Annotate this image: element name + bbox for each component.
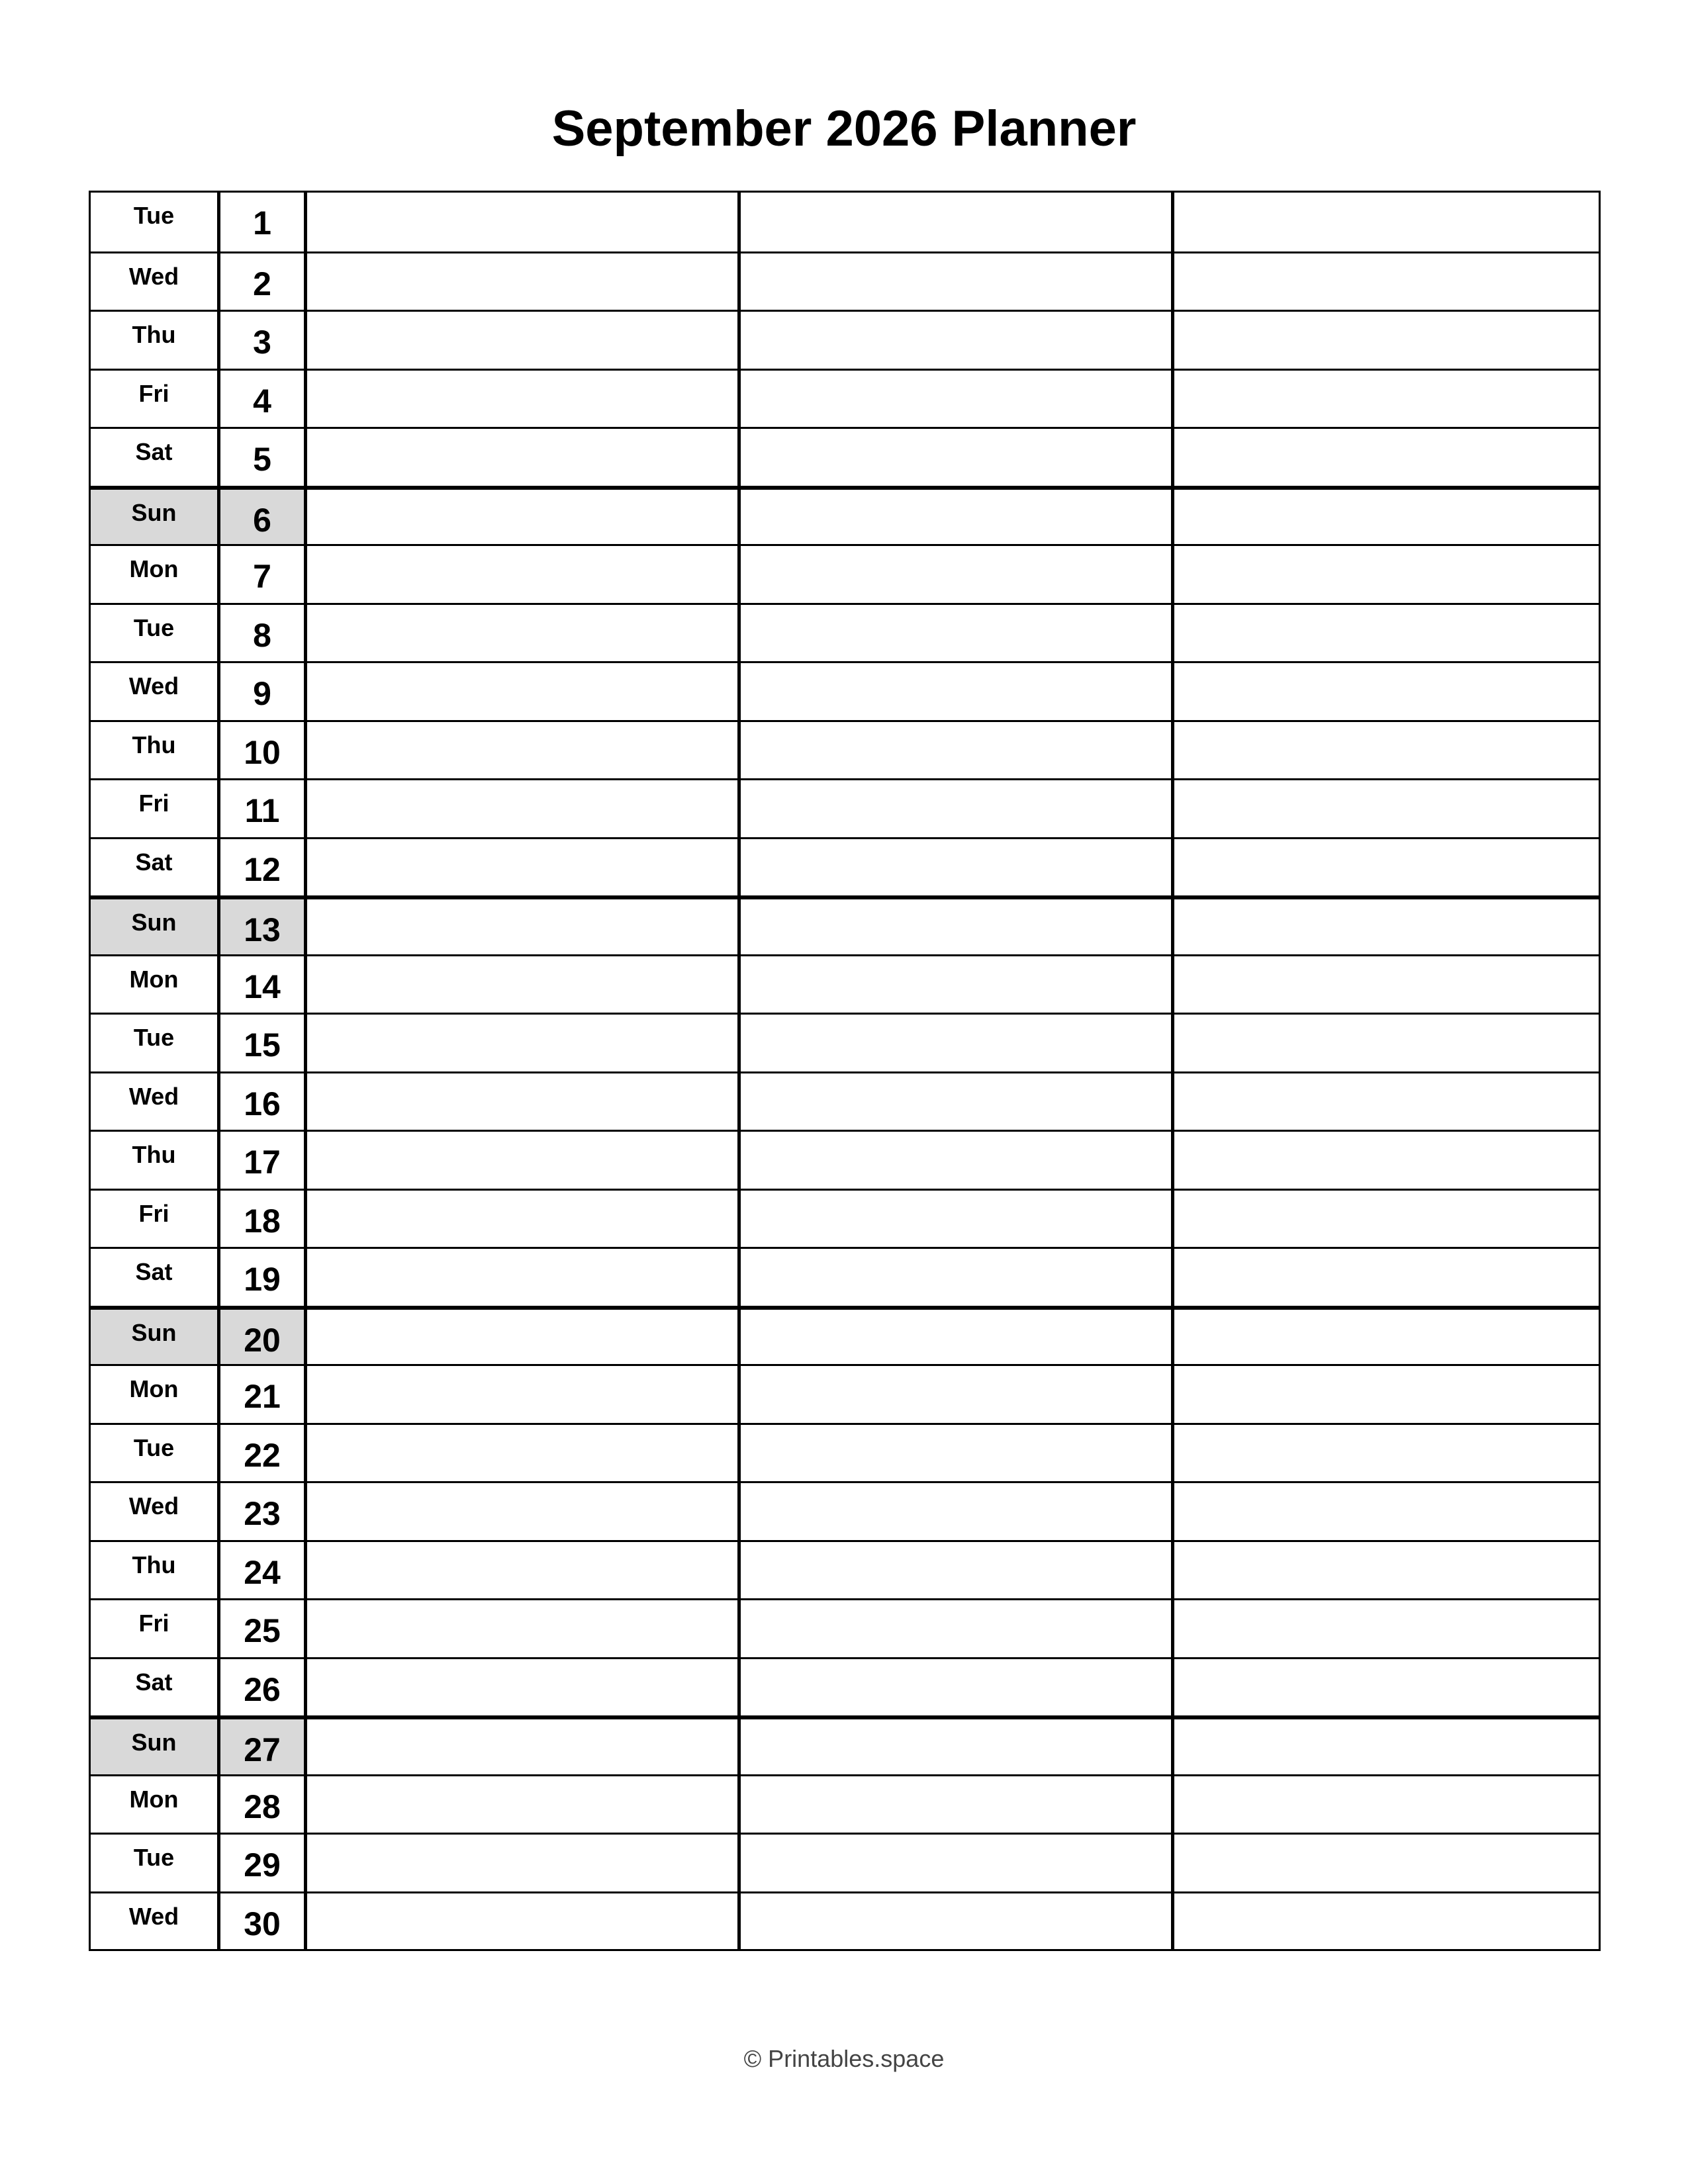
weekday-label: Mon [129, 555, 179, 582]
note-cell-3[interactable] [1174, 605, 1599, 662]
note-cell-2[interactable] [741, 1659, 1174, 1716]
weekday-cell [91, 722, 220, 779]
weekday-label: Tue [133, 1433, 175, 1461]
note-cell-2[interactable] [741, 839, 1174, 896]
planner-row [91, 193, 1599, 251]
planner-row [91, 1715, 1599, 1774]
weekday-cell [91, 1835, 220, 1891]
note-cell-2[interactable] [741, 490, 1174, 545]
weekday-cell [91, 546, 220, 603]
weekday-cell [91, 1015, 220, 1071]
note-cell-3[interactable] [1174, 663, 1599, 720]
note-cell-2[interactable] [741, 1776, 1174, 1833]
weekday-label: Thu [132, 321, 176, 348]
date-cell [220, 722, 307, 779]
planner-row [91, 369, 1599, 428]
date-number: 13 [244, 911, 281, 948]
planner-row [91, 1364, 1599, 1423]
note-cell-1[interactable] [307, 1191, 741, 1248]
note-cell-1[interactable] [307, 1310, 741, 1365]
note-cell-3[interactable] [1174, 1835, 1599, 1891]
note-cell-3[interactable] [1174, 546, 1599, 603]
weekday-cell [91, 1191, 220, 1248]
date-cell [220, 605, 307, 662]
note-cell-2[interactable] [741, 193, 1174, 251]
weekday-cell [91, 1366, 220, 1423]
date-number: 22 [244, 1436, 281, 1474]
weekday-cell [91, 1600, 220, 1657]
planner-row [91, 1598, 1599, 1657]
date-cell [220, 663, 307, 720]
weekday-label: Sat [135, 438, 173, 465]
note-cell-2[interactable] [741, 1425, 1174, 1482]
note-cell-3[interactable] [1174, 780, 1599, 837]
note-cell-1[interactable] [307, 371, 741, 428]
date-number: 17 [244, 1144, 281, 1181]
note-cell-2[interactable] [741, 605, 1174, 662]
weekday-label: Mon [129, 1785, 179, 1813]
note-cell-2[interactable] [741, 1191, 1174, 1248]
date-cell [220, 193, 307, 251]
note-cell-3[interactable] [1174, 1015, 1599, 1071]
note-cell-2[interactable] [741, 956, 1174, 1013]
weekday-label: Wed [128, 1492, 179, 1520]
date-number: 29 [244, 1846, 281, 1884]
date-cell [220, 839, 307, 896]
date-cell [220, 1600, 307, 1657]
weekday-label: Thu [132, 1551, 176, 1578]
note-cell-2[interactable] [741, 1132, 1174, 1189]
planner-row [91, 1774, 1599, 1833]
date-number: 18 [244, 1202, 281, 1240]
weekday-label: Fri [138, 379, 169, 407]
weekday-cell [91, 1249, 220, 1306]
weekday-label: Sun [131, 498, 177, 526]
planner-row [91, 251, 1599, 310]
date-number: 23 [244, 1495, 281, 1532]
weekday-cell [91, 1425, 220, 1482]
date-number: 7 [253, 558, 271, 595]
date-number: 12 [244, 850, 281, 888]
date-number: 28 [244, 1788, 281, 1825]
planner-row [91, 661, 1599, 720]
note-cell-2[interactable] [741, 1310, 1174, 1365]
weekday-label: Mon [129, 1375, 179, 1402]
date-cell [220, 1542, 307, 1599]
note-cell-2[interactable] [741, 546, 1174, 603]
note-cell-3[interactable] [1174, 312, 1599, 369]
date-number: 14 [244, 968, 281, 1005]
note-cell-2[interactable] [741, 312, 1174, 369]
planner-row [91, 1306, 1599, 1365]
weekday-label: Thu [132, 731, 176, 758]
note-cell-3[interactable] [1174, 1893, 1599, 1950]
note-cell-1[interactable] [307, 1249, 741, 1306]
date-cell [220, 899, 307, 954]
note-cell-2[interactable] [741, 899, 1174, 954]
weekday-cell [91, 429, 220, 486]
note-cell-2[interactable] [741, 1600, 1174, 1657]
date-cell [220, 1719, 307, 1774]
date-cell [220, 1659, 307, 1716]
note-cell-3[interactable] [1174, 193, 1599, 251]
note-cell-1[interactable] [307, 1132, 741, 1189]
note-cell-3[interactable] [1174, 1191, 1599, 1248]
note-cell-3[interactable] [1174, 722, 1599, 779]
note-cell-1[interactable] [307, 1073, 741, 1130]
date-cell [220, 956, 307, 1013]
note-cell-1[interactable] [307, 1542, 741, 1599]
date-cell [220, 1483, 307, 1540]
weekday-label: Fri [138, 1610, 169, 1637]
date-number: 5 [253, 441, 271, 478]
date-number: 3 [253, 324, 271, 361]
weekday-cell [91, 956, 220, 1013]
weekday-cell [91, 605, 220, 662]
note-cell-3[interactable] [1174, 429, 1599, 486]
date-cell [220, 546, 307, 603]
date-number: 6 [253, 501, 271, 539]
note-cell-1[interactable] [307, 253, 741, 310]
weekday-label: Tue [133, 1844, 175, 1871]
note-cell-3[interactable] [1174, 1776, 1599, 1833]
date-cell [220, 780, 307, 837]
note-cell-1[interactable] [307, 490, 741, 545]
weekday-cell [91, 1073, 220, 1130]
footer-credit: © Printables.space [743, 2045, 945, 2072]
planner-row [91, 486, 1599, 545]
date-cell [220, 253, 307, 310]
note-cell-2[interactable] [741, 1073, 1174, 1130]
date-number: 24 [244, 1553, 281, 1591]
note-cell-2[interactable] [741, 722, 1174, 779]
weekday-label: Wed [128, 1902, 179, 1930]
date-cell [220, 1015, 307, 1071]
note-cell-2[interactable] [741, 429, 1174, 486]
weekday-cell [91, 253, 220, 310]
note-cell-1[interactable] [307, 1366, 741, 1423]
note-cell-1[interactable] [307, 839, 741, 896]
note-cell-2[interactable] [741, 371, 1174, 428]
date-cell [220, 490, 307, 545]
date-cell [220, 1893, 307, 1950]
weekday-cell [91, 899, 220, 954]
planner-row [91, 310, 1599, 369]
planner-row [91, 1891, 1599, 1950]
note-cell-3[interactable] [1174, 1719, 1599, 1774]
date-cell [220, 1132, 307, 1189]
note-cell-3[interactable] [1174, 1425, 1599, 1482]
weekday-label: Sun [131, 1318, 177, 1346]
note-cell-3[interactable] [1174, 1073, 1599, 1130]
weekday-label: Sun [131, 909, 177, 936]
note-cell-1[interactable] [307, 1893, 741, 1950]
planner-row [91, 1130, 1599, 1189]
weekday-cell [91, 490, 220, 545]
weekday-cell [91, 1132, 220, 1189]
note-cell-1[interactable] [307, 429, 741, 486]
note-cell-2[interactable] [741, 780, 1174, 837]
date-cell [220, 1776, 307, 1833]
weekday-cell [91, 1719, 220, 1774]
weekday-label: Mon [129, 965, 179, 993]
planner-grid [89, 191, 1601, 1951]
note-cell-1[interactable] [307, 1015, 741, 1071]
note-cell-3[interactable] [1174, 490, 1599, 545]
weekday-cell [91, 1776, 220, 1833]
note-cell-1[interactable] [307, 722, 741, 779]
weekday-label: Sat [135, 1668, 173, 1696]
planner-row [91, 1423, 1599, 1482]
weekday-cell [91, 1310, 220, 1365]
date-number: 20 [244, 1321, 281, 1359]
planner-row [91, 1540, 1599, 1599]
date-number: 8 [253, 616, 271, 654]
weekday-label: Wed [128, 672, 179, 700]
weekday-label: Fri [138, 1199, 169, 1227]
date-cell [220, 371, 307, 428]
date-number: 26 [244, 1670, 281, 1708]
note-cell-1[interactable] [307, 1719, 741, 1774]
note-cell-1[interactable] [307, 1600, 741, 1657]
date-number: 30 [244, 1905, 281, 1942]
planner-row [91, 1657, 1599, 1716]
planner-row [91, 427, 1599, 486]
note-cell-1[interactable] [307, 1835, 741, 1891]
planner-row [91, 1013, 1599, 1071]
note-cell-3[interactable] [1174, 371, 1599, 428]
planner-row [91, 720, 1599, 779]
date-cell [220, 1425, 307, 1482]
weekday-label: Thu [132, 1141, 176, 1168]
note-cell-1[interactable] [307, 956, 741, 1013]
planner-row [91, 778, 1599, 837]
weekday-cell [91, 1483, 220, 1540]
date-number: 11 [244, 792, 280, 829]
page-title: September 2026 Planner [551, 101, 1137, 157]
planner-row [91, 1481, 1599, 1540]
date-cell [220, 1249, 307, 1306]
note-cell-2[interactable] [741, 1249, 1174, 1306]
note-cell-1[interactable] [307, 1659, 741, 1716]
date-number: 4 [253, 382, 271, 420]
date-number: 25 [244, 1612, 281, 1649]
date-number: 15 [244, 1026, 281, 1064]
note-cell-3[interactable] [1174, 1310, 1599, 1365]
note-cell-1[interactable] [307, 1483, 741, 1540]
note-cell-1[interactable] [307, 546, 741, 603]
planner-row [91, 954, 1599, 1013]
date-cell [220, 1366, 307, 1423]
planner-row [91, 1247, 1599, 1306]
date-cell [220, 312, 307, 369]
note-cell-3[interactable] [1174, 839, 1599, 896]
weekday-label: Tue [133, 614, 175, 641]
note-cell-3[interactable] [1174, 1366, 1599, 1423]
weekday-label: Fri [138, 790, 169, 817]
note-cell-2[interactable] [741, 663, 1174, 720]
date-cell [220, 1835, 307, 1891]
note-cell-1[interactable] [307, 1425, 741, 1482]
weekday-cell [91, 1542, 220, 1599]
note-cell-2[interactable] [741, 1015, 1174, 1071]
planner-row [91, 1189, 1599, 1248]
note-cell-3[interactable] [1174, 253, 1599, 310]
planner-row [91, 1833, 1599, 1891]
note-cell-1[interactable] [307, 1776, 741, 1833]
date-cell [220, 1310, 307, 1365]
date-cell [220, 429, 307, 486]
date-number: 27 [244, 1731, 281, 1768]
note-cell-2[interactable] [741, 1835, 1174, 1891]
weekday-label: Wed [128, 262, 179, 290]
planner-row [91, 837, 1599, 896]
date-number: 19 [244, 1261, 281, 1298]
weekday-label: Sat [135, 848, 173, 876]
date-cell [220, 1073, 307, 1130]
note-cell-2[interactable] [741, 253, 1174, 310]
date-number: 10 [244, 733, 281, 771]
note-cell-3[interactable] [1174, 899, 1599, 954]
date-cell [220, 1191, 307, 1248]
note-cell-1[interactable] [307, 312, 741, 369]
weekday-cell [91, 312, 220, 369]
note-cell-1[interactable] [307, 193, 741, 251]
note-cell-2[interactable] [741, 1366, 1174, 1423]
note-cell-2[interactable] [741, 1542, 1174, 1599]
note-cell-2[interactable] [741, 1893, 1174, 1950]
date-number: 1 [253, 205, 271, 242]
planner-row [91, 1071, 1599, 1130]
note-cell-3[interactable] [1174, 1132, 1599, 1189]
note-cell-1[interactable] [307, 780, 741, 837]
weekday-cell [91, 780, 220, 837]
planner-row [91, 603, 1599, 662]
date-number: 9 [253, 675, 271, 712]
note-cell-3[interactable] [1174, 1483, 1599, 1540]
note-cell-1[interactable] [307, 899, 741, 954]
note-cell-3[interactable] [1174, 1659, 1599, 1716]
note-cell-2[interactable] [741, 1483, 1174, 1540]
note-cell-1[interactable] [307, 605, 741, 662]
date-number: 16 [244, 1085, 281, 1122]
note-cell-3[interactable] [1174, 1542, 1599, 1599]
planner-row [91, 895, 1599, 954]
date-number: 2 [253, 265, 271, 302]
note-cell-2[interactable] [741, 1719, 1174, 1774]
weekday-label: Wed [128, 1082, 179, 1110]
planner-row [91, 544, 1599, 603]
note-cell-3[interactable] [1174, 956, 1599, 1013]
weekday-cell [91, 1659, 220, 1716]
weekday-label: Tue [133, 202, 175, 229]
note-cell-3[interactable] [1174, 1249, 1599, 1306]
weekday-cell [91, 1893, 220, 1950]
weekday-cell [91, 839, 220, 896]
weekday-label: Tue [133, 1024, 175, 1051]
weekday-cell [91, 663, 220, 720]
weekday-label: Sun [131, 1729, 177, 1756]
weekday-label: Sat [135, 1258, 173, 1285]
date-number: 21 [244, 1378, 281, 1415]
note-cell-3[interactable] [1174, 1600, 1599, 1657]
note-cell-1[interactable] [307, 663, 741, 720]
weekday-cell [91, 371, 220, 428]
weekday-cell [91, 193, 220, 251]
